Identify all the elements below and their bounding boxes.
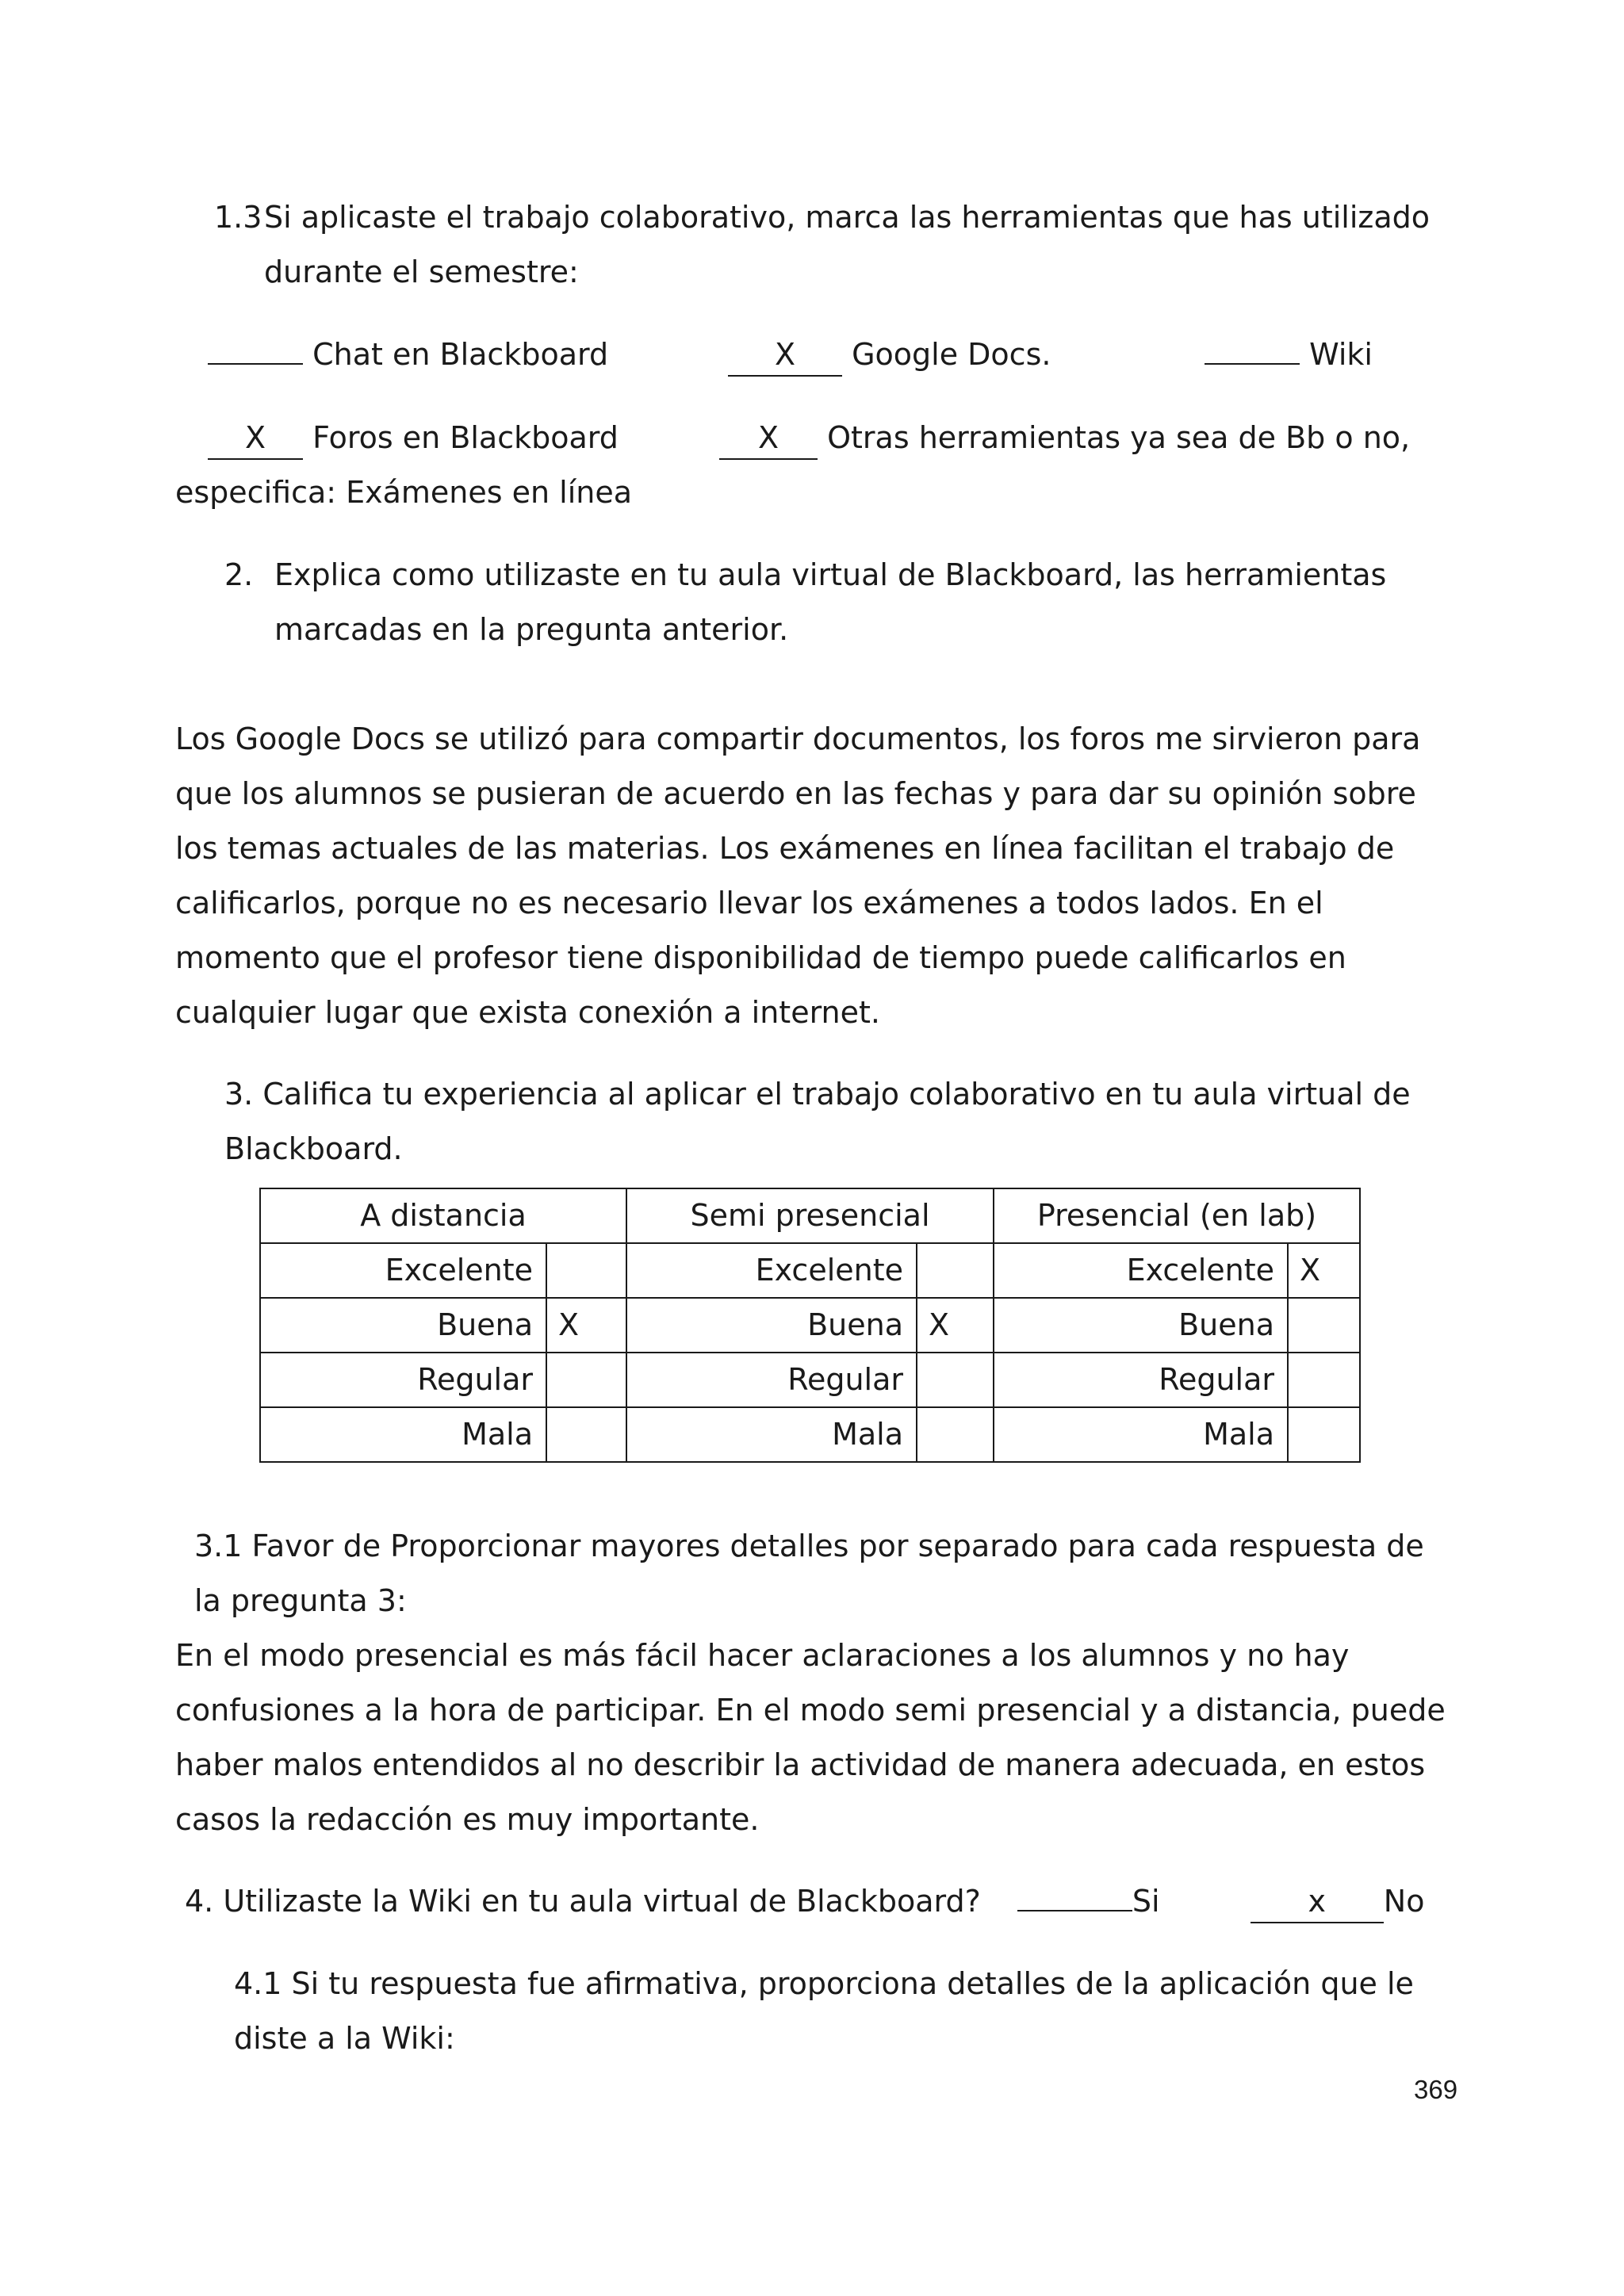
page-number: 369 [1414, 2075, 1458, 2104]
rating-mark-cell[interactable] [1288, 1407, 1360, 1462]
q2-answer [175, 712, 1461, 1040]
table-row [260, 1407, 1360, 1462]
rating-label: Buena [994, 1298, 1288, 1353]
answer-line: Los Google Docs se utilizó para compartir documentos, los foros me sirvieron para [175, 721, 1421, 756]
q4-no-mark[interactable]: x [1251, 1881, 1384, 1923]
option-mark: X [208, 417, 303, 460]
table-row [260, 1298, 1360, 1353]
rating-mark-cell[interactable]: X [917, 1298, 994, 1353]
option-google-docs[interactable] [728, 327, 1051, 382]
q4-no-label: No [1383, 1884, 1425, 1919]
rating-label: Mala [626, 1407, 917, 1462]
option-otras-herramientas[interactable] [719, 411, 1410, 465]
q4-si-mark[interactable] [1017, 1910, 1132, 1911]
header-semi-presencial: Semi presencial [626, 1188, 994, 1243]
q3-1-answer [175, 1628, 1461, 1847]
table-header-row [260, 1188, 1360, 1243]
rating-label: Excelente [260, 1243, 546, 1298]
option-foros-blackboard[interactable] [208, 411, 619, 465]
option-mark: X [728, 334, 842, 377]
option-mark: X [719, 417, 818, 460]
answer-line: momento que el profesor tiene disponibilidad de tiempo puede calificarlos en [175, 940, 1346, 975]
rating-label: Excelente [626, 1243, 917, 1298]
answer-line: calificarlos, porque no es necesario llevar los exámenes a todos lados. En el [175, 886, 1323, 920]
q3-1-question-line1: 3.1 Favor de Proporcionar mayores detalles por separado para cada respuesta de [194, 1529, 1424, 1563]
rating-mark-cell[interactable] [546, 1353, 626, 1407]
table-row [260, 1353, 1360, 1407]
option-wiki[interactable] [1205, 327, 1373, 382]
option-label: Otras herramientas ya sea de Bb o no, [827, 420, 1411, 455]
q4-1-question-line2: diste a la Wiki: [234, 2021, 455, 2056]
answer-line: haber malos entendidos al no describir la actividad de manera adecuada, en estos [175, 1747, 1426, 1782]
q2-question-line2: marcadas en la pregunta anterior. [274, 612, 789, 647]
answer-line: casos la redacción es muy importante. [175, 1802, 760, 1837]
option-chat-blackboard[interactable] [208, 327, 608, 382]
rating-mark-cell[interactable] [917, 1353, 994, 1407]
rating-mark-cell[interactable] [917, 1243, 994, 1298]
q4-question: 4. Utilizaste la Wiki en tu aula virtual de Blackboard? [185, 1884, 981, 1919]
rating-mark-cell[interactable] [546, 1407, 626, 1462]
specify-text: especifica: Exámenes en línea [175, 475, 633, 510]
rating-mark-cell[interactable] [1288, 1353, 1360, 1407]
option-label: Wiki [1309, 337, 1373, 372]
answer-line: En el modo presencial es más fácil hacer aclaraciones a los alumnos y no hay [175, 1638, 1350, 1673]
q2-question-line1: Explica como utilizaste en tu aula virtual de Blackboard, las herramientas [274, 557, 1387, 592]
q2-number: 2. [224, 557, 254, 592]
rating-label: Regular [626, 1353, 917, 1407]
q1-3-number: 1.3 [214, 200, 262, 235]
q3-1-question-line2: la pregunta 3: [194, 1583, 407, 1618]
option-label: Chat en Blackboard [312, 337, 609, 372]
header-a-distancia: A distancia [260, 1188, 626, 1243]
q4-si-label: Si [1132, 1884, 1160, 1919]
rating-label: Regular [260, 1353, 546, 1407]
rating-mark-cell[interactable]: X [1288, 1243, 1360, 1298]
rating-label: Mala [994, 1407, 1288, 1462]
rating-label: Mala [260, 1407, 546, 1462]
rating-mark-cell[interactable]: X [546, 1298, 626, 1353]
rating-label: Buena [626, 1298, 917, 1353]
answer-line: confusiones a la hora de participar. En el modo semi presencial y a distancia, puede [175, 1693, 1446, 1728]
rating-label: Regular [994, 1353, 1288, 1407]
option-mark [1205, 363, 1300, 365]
answer-line: cualquier lugar que exista conexión a internet. [175, 995, 880, 1030]
option-label: Google Docs. [852, 337, 1051, 372]
table-row [260, 1243, 1360, 1298]
q3-question-line2: Blackboard. [224, 1131, 403, 1166]
rating-mark-cell[interactable] [546, 1243, 626, 1298]
rating-table [259, 1188, 1361, 1463]
rating-label: Excelente [994, 1243, 1288, 1298]
q1-3-question-line2: durante el semestre: [264, 254, 579, 289]
q1-3-question-line1: Si aplicaste el trabajo colaborativo, marca las herramientas que has utilizado [264, 200, 1431, 235]
rating-label: Buena [260, 1298, 546, 1353]
option-label: Foros en Blackboard [312, 420, 619, 455]
rating-mark-cell[interactable] [917, 1407, 994, 1462]
option-mark [208, 363, 303, 365]
answer-line: que los alumnos se pusieran de acuerdo en las fechas y para dar su opinión sobre [175, 776, 1416, 811]
q4-1-question-line1: 4.1 Si tu respuesta fue afirmativa, proporciona detalles de la aplicación que le [234, 1966, 1414, 2001]
q3-question-line1: 3. Califica tu experiencia al aplicar el trabajo colaborativo en tu aula virtual de [224, 1077, 1411, 1112]
header-presencial: Presencial (en lab) [994, 1188, 1360, 1243]
q4-line [185, 1874, 1424, 1929]
rating-mark-cell[interactable] [1288, 1298, 1360, 1353]
answer-line: los temas actuales de las materias. Los exámenes en línea facilitan el trabajo de [175, 831, 1395, 866]
